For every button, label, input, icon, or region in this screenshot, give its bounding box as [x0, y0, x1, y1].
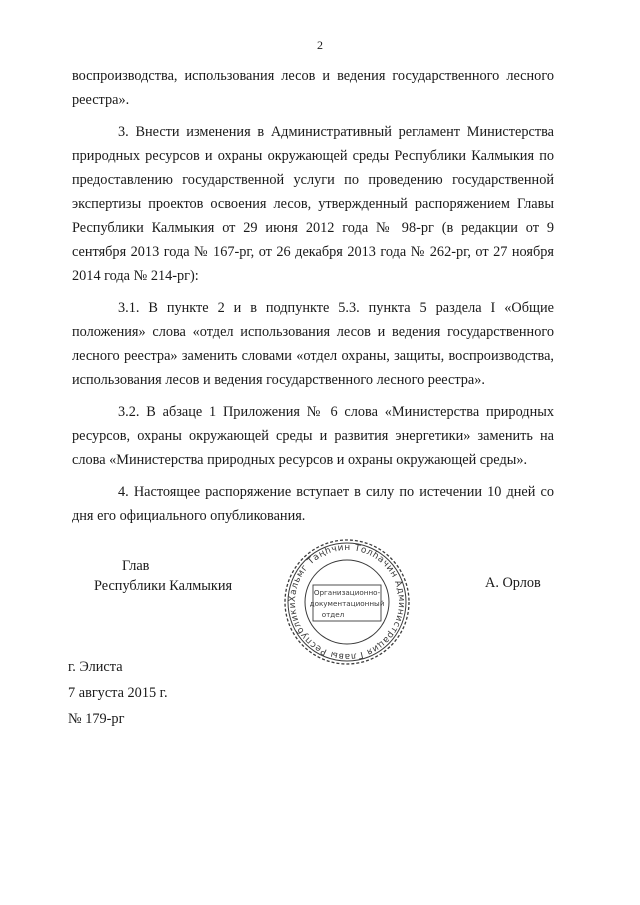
document-body: [72, 64, 554, 536]
footer-number: № 179-рг: [68, 711, 125, 727]
paragraph-continuation: воспроизводства, использования лесов и ведения государственного лесного реестра».: [72, 68, 554, 108]
seal-graphic: [283, 538, 411, 666]
paragraph-item-3: 3. Внести изменения в Административный регламент Министерства природных ресурсов и охраны окружающей среды Республики Калмыкия по предоставлению государственной услуги по проведению государственной экспертизы проектов освоения лесов, утвержденный распоряжением Главы Республики Калмыкия от 29 июня 2012 года № 98-рг (в редакции от 9 сентября 2013 года № 167-рг, от 26 декабря 2013 года № 262-рг, от 27 ноября 2014 года № 214-рг):: [72, 124, 554, 284]
footer-city: г. Элиста: [68, 659, 123, 675]
page-number: 2: [317, 38, 323, 52]
official-seal: [283, 538, 411, 666]
paragraph-item-4: 4. Настоящее распоряжение вступает в силу по истечении 10 дней со дня его официального опубликования.: [72, 484, 554, 524]
seal-center-line2: документационный: [309, 599, 385, 608]
footer-date: 7 августа 2015 г.: [68, 685, 168, 701]
seal-center-line1: Организационно-: [313, 588, 381, 597]
seal-outer-text: Хальмг Таңһчин Толһачин Администрация Главы Республики: [287, 542, 407, 662]
signatory-name: А. Орлов: [485, 575, 541, 591]
paragraph-item-3-2: 3.2. В абзаце 1 Приложения № 6 слова «Министерства природных ресурсов, охраны окружающей среды и развития энергетики» заменить на слова «Министерства природных ресурсов и охраны окружающей среды».: [72, 404, 554, 468]
signatory-title-line1: Глав: [122, 558, 150, 574]
seal-center-line3: отдел: [321, 610, 345, 619]
signatory-title-line2: Республики Калмыкия: [94, 578, 233, 594]
document-footer: [68, 654, 168, 732]
signatory-title: [94, 556, 234, 596]
paragraph-item-3-1: 3.1. В пункте 2 и в подпункте 5.3. пункта 5 раздела I «Общие положения» слова «отдел использования лесов и ведения государственного лесного реестра» заменить словами «отдел охраны, защиты, воспроизводства, использования лесов и ведения государственного лесного реестра».: [72, 300, 554, 388]
